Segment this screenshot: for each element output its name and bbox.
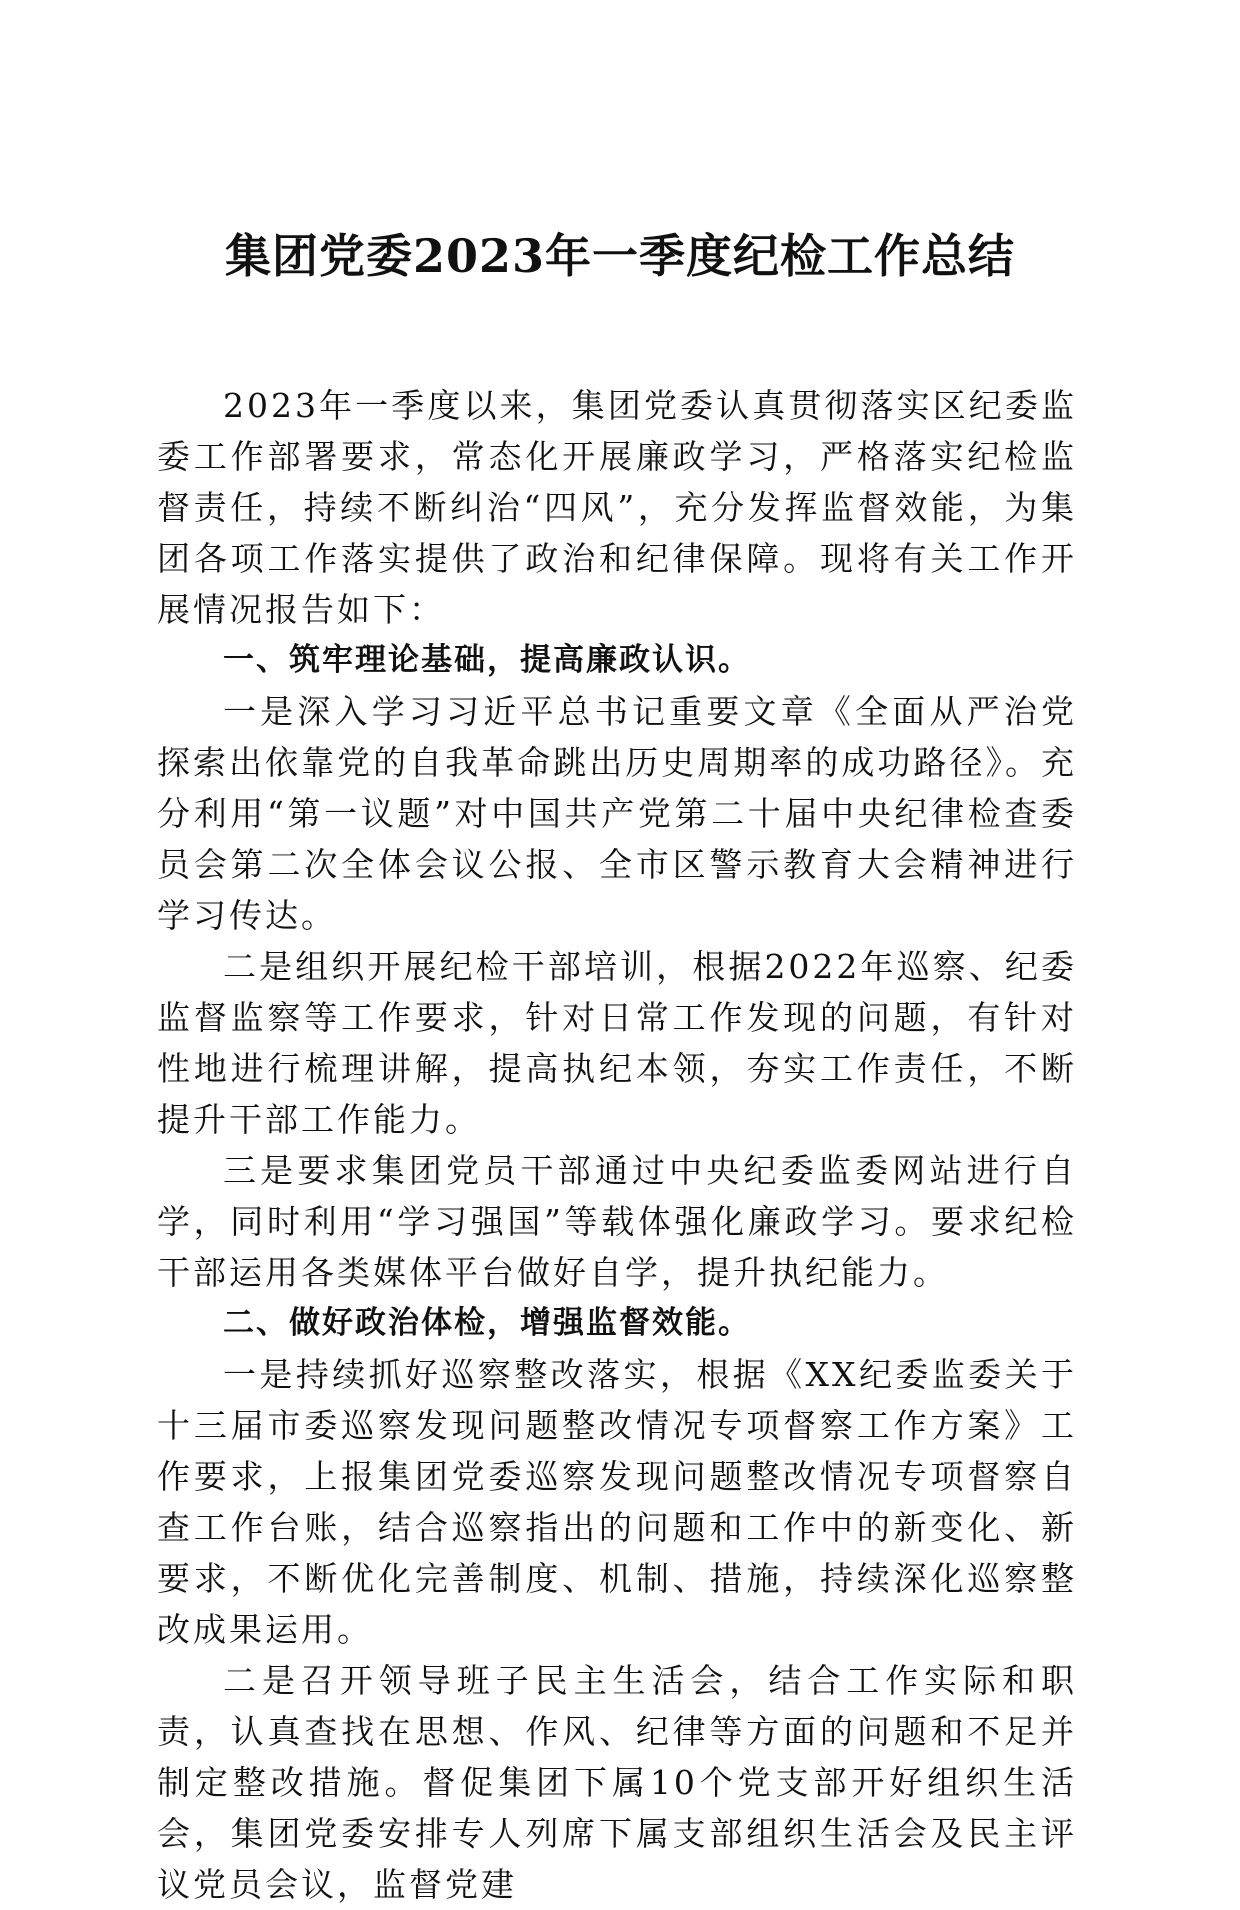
section-heading-2: 二、做好政治体检，增强监督效能。 [223, 1305, 751, 1341]
section-heading-1: 一、筑牢理论基础，提高廉政认识。 [223, 642, 751, 678]
document-body [157, 380, 1077, 1910]
body-paragraph: 二是召开领导班子民主生活会，结合工作实际和职责，认真查找在思想、作风、纪律等方面的问题和不足并制定整改措施。督促集团下属10个党支部开好组织生活会，集团党委安排专人列席下属支部组织生活会及民主评议党员会议，监督党建 [157, 1661, 1077, 1904]
body-paragraph: 二是组织开展纪检干部培训，根据2022年巡察、纪委监督监察等工作要求，针对日常工作发现的问题，有针对性地进行梳理讲解，提高执纪本领，夯实工作责任，不断提升干部工作能力。 [157, 947, 1077, 1139]
body-paragraph: 一是持续抓好巡察整改落实，根据《XX纪委监委关于十三届市委巡察发现问题整改情况专项督察工作方案》工作要求，上报集团党委巡察发现问题整改情况专项督察自查工作台账，结合巡察指出的问题和工作中的新变化、新要求，不断优化完善制度、机制、措施，持续深化巡察整改成果运用。 [157, 1355, 1077, 1649]
intro-paragraph: 2023年一季度以来，集团党委认真贯彻落实区纪委监委工作部署要求，常态化开展廉政学习，严格落实纪检监督责任，持续不断纠治“四风”，充分发挥监督效能，为集团各项工作落实提供了政治和纪律保障。现将有关工作开展情况报告如下： [157, 386, 1077, 629]
body-paragraph: 一是深入学习习近平总书记重要文章《全面从严治党探索出依靠党的自我革命跳出历史周期率的成功路径》。充分利用“第一议题”对中国共产党第二十届中央纪律检查委员会第二次全体会议公报、全市区警示教育大会精神进行学习传达。 [157, 692, 1077, 935]
document-title: 集团党委2023年一季度纪检工作总结 [224, 229, 1016, 283]
body-paragraph: 三是要求集团党员干部通过中央纪委监委网站进行自学，同时利用“学习强国”等载体强化廉政学习。要求纪检干部运用各类媒体平台做好自学，提升执纪能力。 [157, 1151, 1077, 1292]
